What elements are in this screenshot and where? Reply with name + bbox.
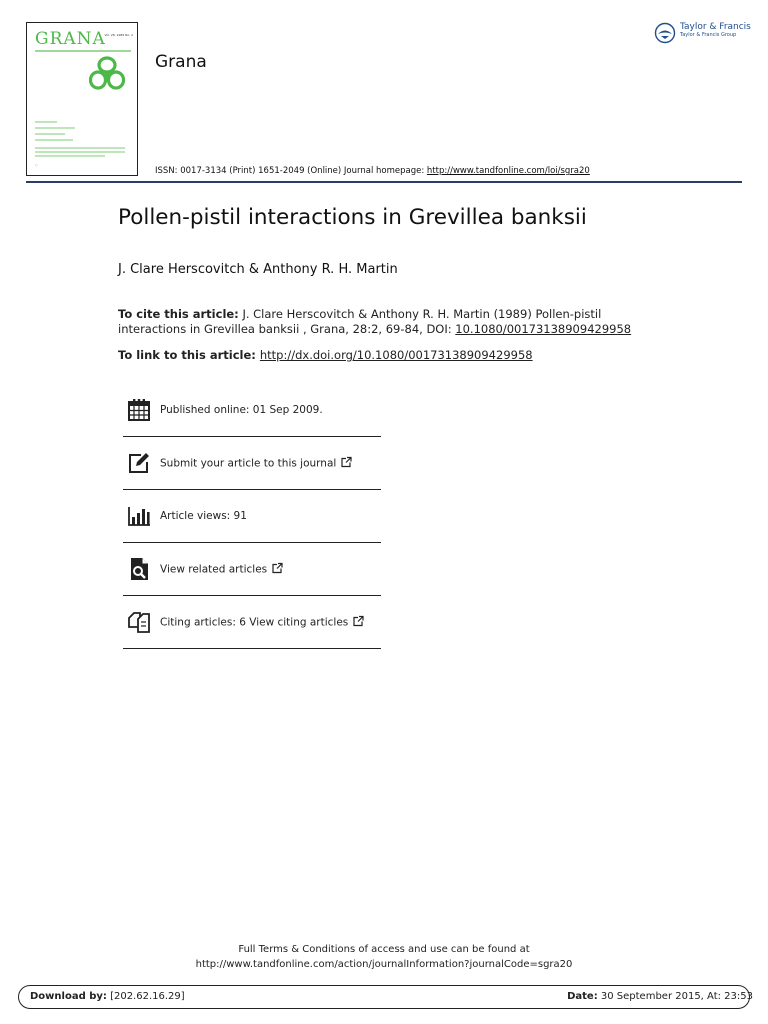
journal-name: Grana	[155, 52, 207, 72]
taylor-francis-icon	[654, 22, 676, 44]
article-authors: J. Clare Herscovitch & Anthony R. H. Martin	[118, 262, 398, 277]
publisher-group: Taylor & Francis Group	[680, 32, 737, 38]
download-by	[30, 991, 185, 1002]
cover-publisher: ○	[35, 163, 38, 167]
download-ip: [202.62.16.29]	[106, 991, 185, 1002]
article-views-row	[123, 490, 381, 543]
citing-documents-icon	[127, 610, 151, 634]
header-rule	[26, 181, 742, 183]
external-link-icon	[341, 457, 352, 468]
citing-articles-link[interactable]: Citing articles: 6 View citing articles	[160, 616, 349, 629]
doi-link[interactable]: 10.1080/00173138909429958	[455, 322, 632, 336]
terms-url-link[interactable]: http://www.tandfonline.com/action/journalInformation?journalCode=sgra20	[195, 959, 573, 970]
article-link-line	[118, 348, 533, 362]
cite-label: To cite this article:	[118, 307, 239, 321]
cover-volume: Vol. 28, 1989 No. 2	[104, 33, 133, 37]
publisher-logo[interactable]	[654, 22, 751, 44]
journal-cover	[26, 22, 138, 176]
date-label: Date:	[567, 991, 598, 1002]
submit-article-row[interactable]	[123, 437, 381, 490]
download-date	[567, 991, 753, 1002]
edit-icon	[127, 451, 151, 475]
cover-subtitle-bar	[35, 50, 131, 52]
journal-homepage-link[interactable]: http://www.tandfonline.com/loi/sgra20	[426, 166, 590, 176]
terms-notice	[0, 942, 768, 972]
calendar-icon	[127, 398, 151, 422]
related-articles-link[interactable]: View related articles	[160, 563, 268, 576]
external-link-icon	[272, 563, 283, 574]
citation-block	[118, 307, 658, 337]
article-title: Pollen-pistil interactions in Grevillea banksii	[118, 205, 587, 230]
terms-line-1: Full Terms & Conditions of access and use can be found at	[238, 944, 530, 955]
published-row	[123, 383, 381, 437]
link-label: To link to this article:	[118, 348, 260, 362]
submit-article-link[interactable]: Submit your article to this journal	[160, 457, 337, 470]
download-label: Download by:	[30, 991, 107, 1002]
article-views: Article views: 91	[160, 510, 247, 522]
bar-chart-icon	[127, 504, 151, 528]
related-articles-row[interactable]	[123, 543, 381, 596]
cover-emblem-icon	[89, 55, 125, 95]
article-url-link[interactable]: http://dx.doi.org/10.1080/00173138909429958	[259, 348, 533, 362]
date-value: 30 September 2015, At: 23:53	[597, 991, 753, 1002]
download-info-bar	[18, 985, 753, 1009]
published-date: Published online: 01 Sep 2009.	[160, 403, 323, 416]
issn-line	[155, 166, 590, 176]
publisher-name: Taylor & Francis	[680, 22, 751, 32]
article-info-list	[123, 383, 381, 649]
citing-articles-row[interactable]	[123, 596, 381, 649]
external-link-icon	[353, 616, 364, 627]
document-search-icon	[127, 557, 151, 581]
cite-text: J. Clare Herscovitch & Anthony R. H. Martin (1989) Pollen-pistil interactions in Grevillea banksii , Grana, 28:2, 69-84, DOI:	[118, 307, 602, 336]
issn-text: ISSN: 0017-3134 (Print) 1651-2049 (Online) Journal homepage:	[155, 166, 427, 176]
cover-title: GRANA	[35, 29, 106, 49]
